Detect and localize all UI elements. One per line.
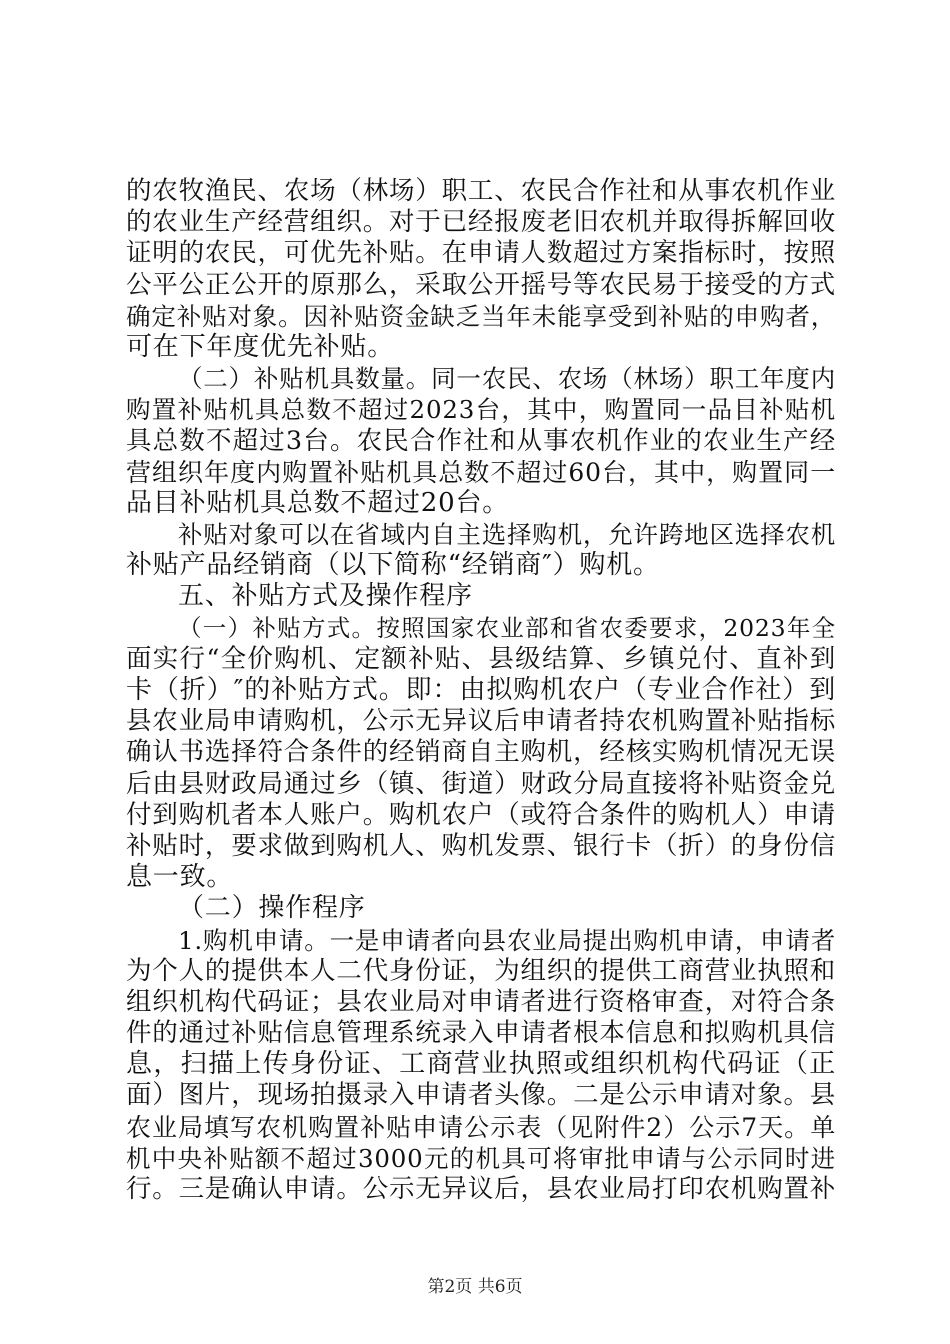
text-line: 补贴对象可以在省域内自主选择购机，允许跨地区选择农机 <box>178 520 836 550</box>
text-line: 面实行“全价购机、定额补贴、县级结算、乡镇兑付、直补到 <box>126 643 836 674</box>
text-line: 补贴产品经销商（以下简称“经销商″）购机。 <box>126 550 660 581</box>
text-line: 补贴时，要求做到购机人、购机发票、银行卡（折）的身份信 <box>126 830 837 861</box>
text-line: 具总数不超过3台。农民合作社和从事农机作业的农业生产经 <box>126 425 836 456</box>
text-line: 后由县财政局通过乡（镇、街道）财政分局直接将补贴资金兑 <box>126 768 837 799</box>
text-line: （二）操作程序 <box>178 893 366 924</box>
text-line: 付到购机者本人账户。购机农户（或符合条件的购机人）申请 <box>126 799 837 830</box>
text-line: 的农牧渔民、农场（林场）职工、农民合作社和从事农机作业 <box>126 176 837 206</box>
text-line: （一）补贴方式。按照国家农业部和省农委要求，2023年全 <box>178 613 836 642</box>
text-line: 县农业局申请购机，公示无异议后申请者持农机购置补贴指标 <box>126 706 837 737</box>
text-line: 确定补贴对象。因补贴资金缺乏当年未能享受到补贴的申购者， <box>126 301 836 331</box>
text-line: 1.购机申请。一是申请者向县农业局提出购机申请，申请者 <box>178 925 836 955</box>
text-line: 证明的农民，可优先补贴。在申请人数超过方案指标时，按照 <box>126 238 837 269</box>
text-line: 可在下年度优先补贴。 <box>126 331 395 362</box>
text-line: 购置补贴机具总数不超过2023台，其中，购置同一品目补贴机 <box>126 395 836 425</box>
text-line: 五、补贴方式及操作程序 <box>178 581 473 612</box>
document-body <box>126 176 836 1205</box>
text-line: 为个人的提供本人二代身份证，为组织的提供工商营业执照和 <box>126 955 837 986</box>
text-line: 品目补贴机具总数不超过20台。 <box>126 487 510 518</box>
text-line: 的农业生产经营组织。对于已经报废老旧农机并取得拆解回收 <box>126 207 837 238</box>
text-line: 组织机构代码证；县农业局对申请者进行资格审查，对符合条 <box>126 986 837 1017</box>
text-line: 农业局填写农机购置补贴申请公示表（见附件2）公示7天。单 <box>126 1112 836 1142</box>
text-line: 机中央补贴额不超过3000元的机具可将审批申请与公示同时进 <box>126 1143 836 1173</box>
text-line: 面）图片，现场拍摄录入申请者头像。二是公示申请对象。县 <box>126 1080 837 1111</box>
text-line: 卡（折）″的补贴方式。即：由拟购机农户（专业合作社）到 <box>126 675 836 705</box>
text-line: 营组织年度内购置补贴机具总数不超过60台，其中，购置同一 <box>126 457 836 487</box>
text-line: 件的通过补贴信息管理系统录入申请者根本信息和拟购机具信 <box>126 1018 837 1049</box>
text-line: 公平公正公开的原那么，采取公开摇号等农民易于接受的方式 <box>126 269 837 300</box>
text-line: 确认书选择符合条件的经销商自主购机，经核实购机情况无误 <box>126 737 837 768</box>
page-footer: 第2页 共6页 <box>427 1277 523 1297</box>
text-line: 行。三是确认申请。公示无异议后，县农业局打印农机购置补 <box>126 1174 837 1204</box>
text-line: 息一致。 <box>126 862 234 893</box>
text-line: 息，扫描上传身份证、工商营业执照或组织机构代码证（正 <box>126 1049 836 1080</box>
text-line: （二）补贴机具数量。同一农民、农场（林场）职工年度内 <box>178 364 836 394</box>
